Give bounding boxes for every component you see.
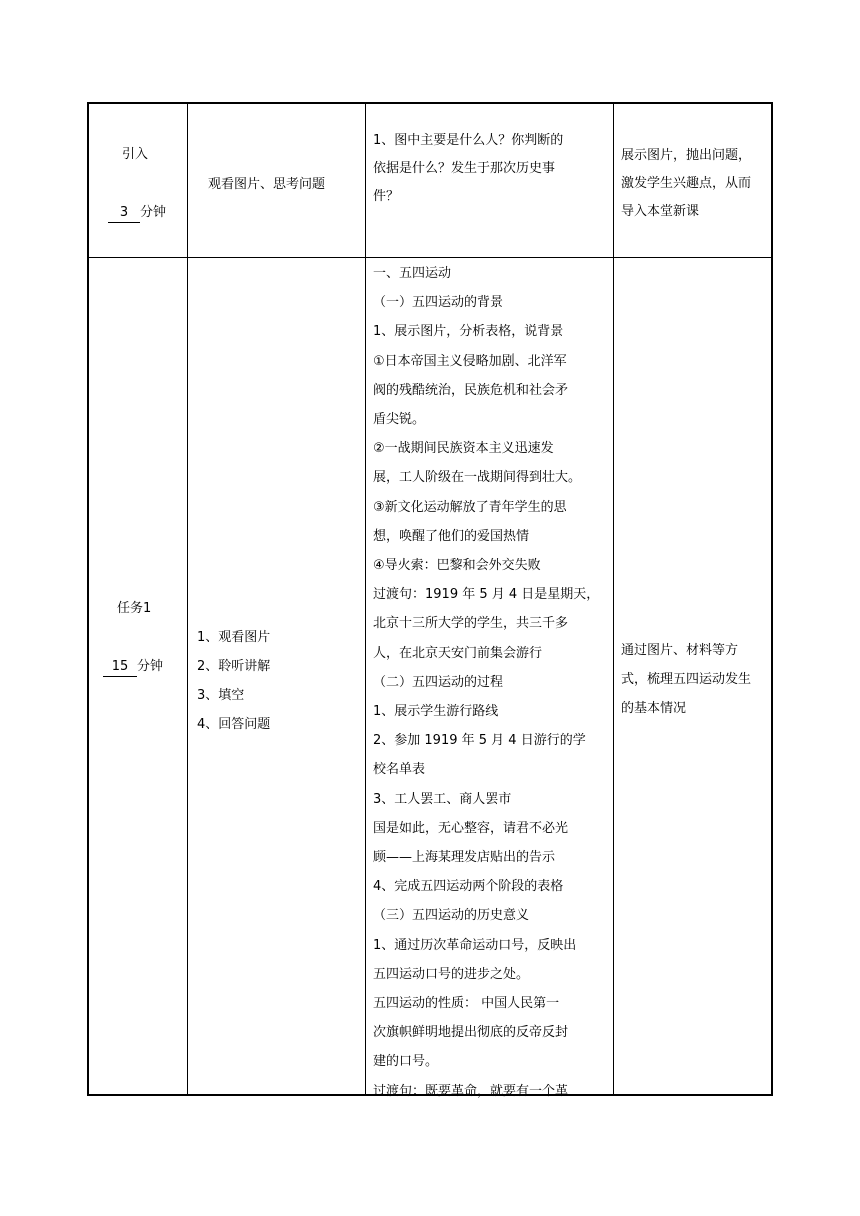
teacher-activity-line: 校名单表 bbox=[373, 762, 426, 778]
duration-unit: 分钟 bbox=[137, 659, 164, 674]
stage-cell-task1 bbox=[89, 258, 187, 1096]
teacher-activity-line: （三）五四运动的历史意义 bbox=[373, 908, 530, 924]
teacher-activity-line: 阀的残酷统治，民族危机和社会矛 bbox=[373, 382, 569, 398]
teacher-activity-cell bbox=[365, 258, 613, 1099]
teacher-activity-line: 件？ bbox=[373, 189, 400, 204]
teacher-activity-line: 五四运动的性质： 中国人民第一 bbox=[373, 996, 560, 1011]
student-activity-line: 3、填空 bbox=[197, 688, 245, 703]
teacher-activity-line: 过渡句：1919 年 5 月 4 日是星期天， bbox=[373, 587, 600, 603]
student-activity-line: 2、聆听讲解 bbox=[197, 659, 271, 674]
design-intent-line: 导入本堂新课 bbox=[621, 204, 700, 219]
design-intent-cell bbox=[613, 258, 773, 1096]
duration bbox=[103, 658, 163, 677]
teacher-activity-line: 4、完成五四运动两个阶段的表格 bbox=[373, 879, 564, 895]
design-intent-line: 的基本情况 bbox=[621, 701, 687, 716]
teacher-activity-line: 过渡句：既要革命，就要有一个革 bbox=[373, 1083, 569, 1099]
teacher-activity-line: 五四运动口号的进步之处。 bbox=[373, 966, 530, 982]
teacher-activity-line: 一、五四运动 bbox=[373, 266, 452, 281]
teacher-activity-line: 顾——上海某理发店贴出的告示 bbox=[373, 850, 556, 865]
teacher-activity-line: 国是如此，无心整容，请君不必光 bbox=[373, 820, 569, 836]
teacher-activity-line: 盾尖锐。 bbox=[373, 412, 426, 427]
teacher-activity-line: 1、展示学生游行路线 bbox=[373, 704, 499, 719]
teacher-activity-line: 想，唤醒了他们的爱国热情 bbox=[373, 528, 530, 544]
student-activity-cell bbox=[187, 258, 365, 1096]
teacher-activity-line: ②一战期间民族资本主义迅速发 bbox=[373, 441, 554, 457]
teacher-activity-line: 北京十三所大学的学生，共三千多 bbox=[373, 616, 569, 632]
teacher-activity-line: 1、图中主要是什么人？你判断的 bbox=[373, 133, 564, 148]
teacher-activity-line: 1、通过历次革命运动口号，反映出 bbox=[373, 937, 577, 953]
duration-value: 15 bbox=[103, 658, 137, 677]
design-intent-line: 展示图片，抛出问题， bbox=[621, 148, 752, 163]
student-activity-line: 1、观看图片 bbox=[197, 630, 271, 645]
lesson-plan-table bbox=[87, 102, 773, 1099]
design-intent-line: 激发学生兴趣点，从而 bbox=[621, 176, 752, 191]
design-intent-line: 通过图片、材料等方 bbox=[621, 643, 739, 658]
teacher-activity-cell bbox=[365, 104, 613, 257]
teacher-activity-line: ③新文化运动解放了青年学生的思 bbox=[373, 499, 567, 515]
student-activity-line: 观看图片、思考问题 bbox=[208, 177, 326, 192]
teacher-activity-line: 建的口号。 bbox=[373, 1054, 439, 1070]
teacher-activity-line: ①日本帝国主义侵略加剧、北洋军 bbox=[373, 353, 567, 369]
design-intent-cell bbox=[613, 104, 773, 257]
stage-cell-intro bbox=[89, 104, 187, 257]
teacher-activity-line: ④导火索：巴黎和会外交失败 bbox=[373, 558, 541, 573]
teacher-activity-line: 1、展示图片，分析表格，说背景 bbox=[373, 324, 564, 340]
duration-unit: 分钟 bbox=[140, 205, 167, 220]
student-activity-line: 4、回答问题 bbox=[197, 717, 271, 732]
teacher-activity-line: 3、工人罢工、商人罢市 bbox=[373, 791, 512, 807]
duration bbox=[108, 204, 166, 223]
stage-label: 任务1 bbox=[117, 601, 152, 616]
design-intent-line: 式，梳理五四运动发生 bbox=[621, 672, 752, 687]
student-activity-cell bbox=[187, 104, 365, 257]
stage-label: 引入 bbox=[122, 147, 149, 162]
teacher-activity-line: 依据是什么？发生于那次历史事 bbox=[373, 161, 556, 176]
teacher-activity-line: 2、参加 1919 年 5 月 4 日游行的学 bbox=[373, 733, 586, 749]
teacher-activity-line: 次旗帜鲜明地提出彻底的反帝反封 bbox=[373, 1025, 569, 1041]
teacher-activity-line: （二）五四运动的过程 bbox=[373, 674, 504, 690]
teacher-activity-line: （一）五四运动的背景 bbox=[373, 295, 504, 311]
teacher-activity-line: 人，在北京天安门前集会游行 bbox=[373, 645, 543, 661]
teacher-activity-line: 展，工人阶级在一战期间得到壮大。 bbox=[373, 470, 582, 486]
duration-value: 3 bbox=[108, 204, 140, 223]
